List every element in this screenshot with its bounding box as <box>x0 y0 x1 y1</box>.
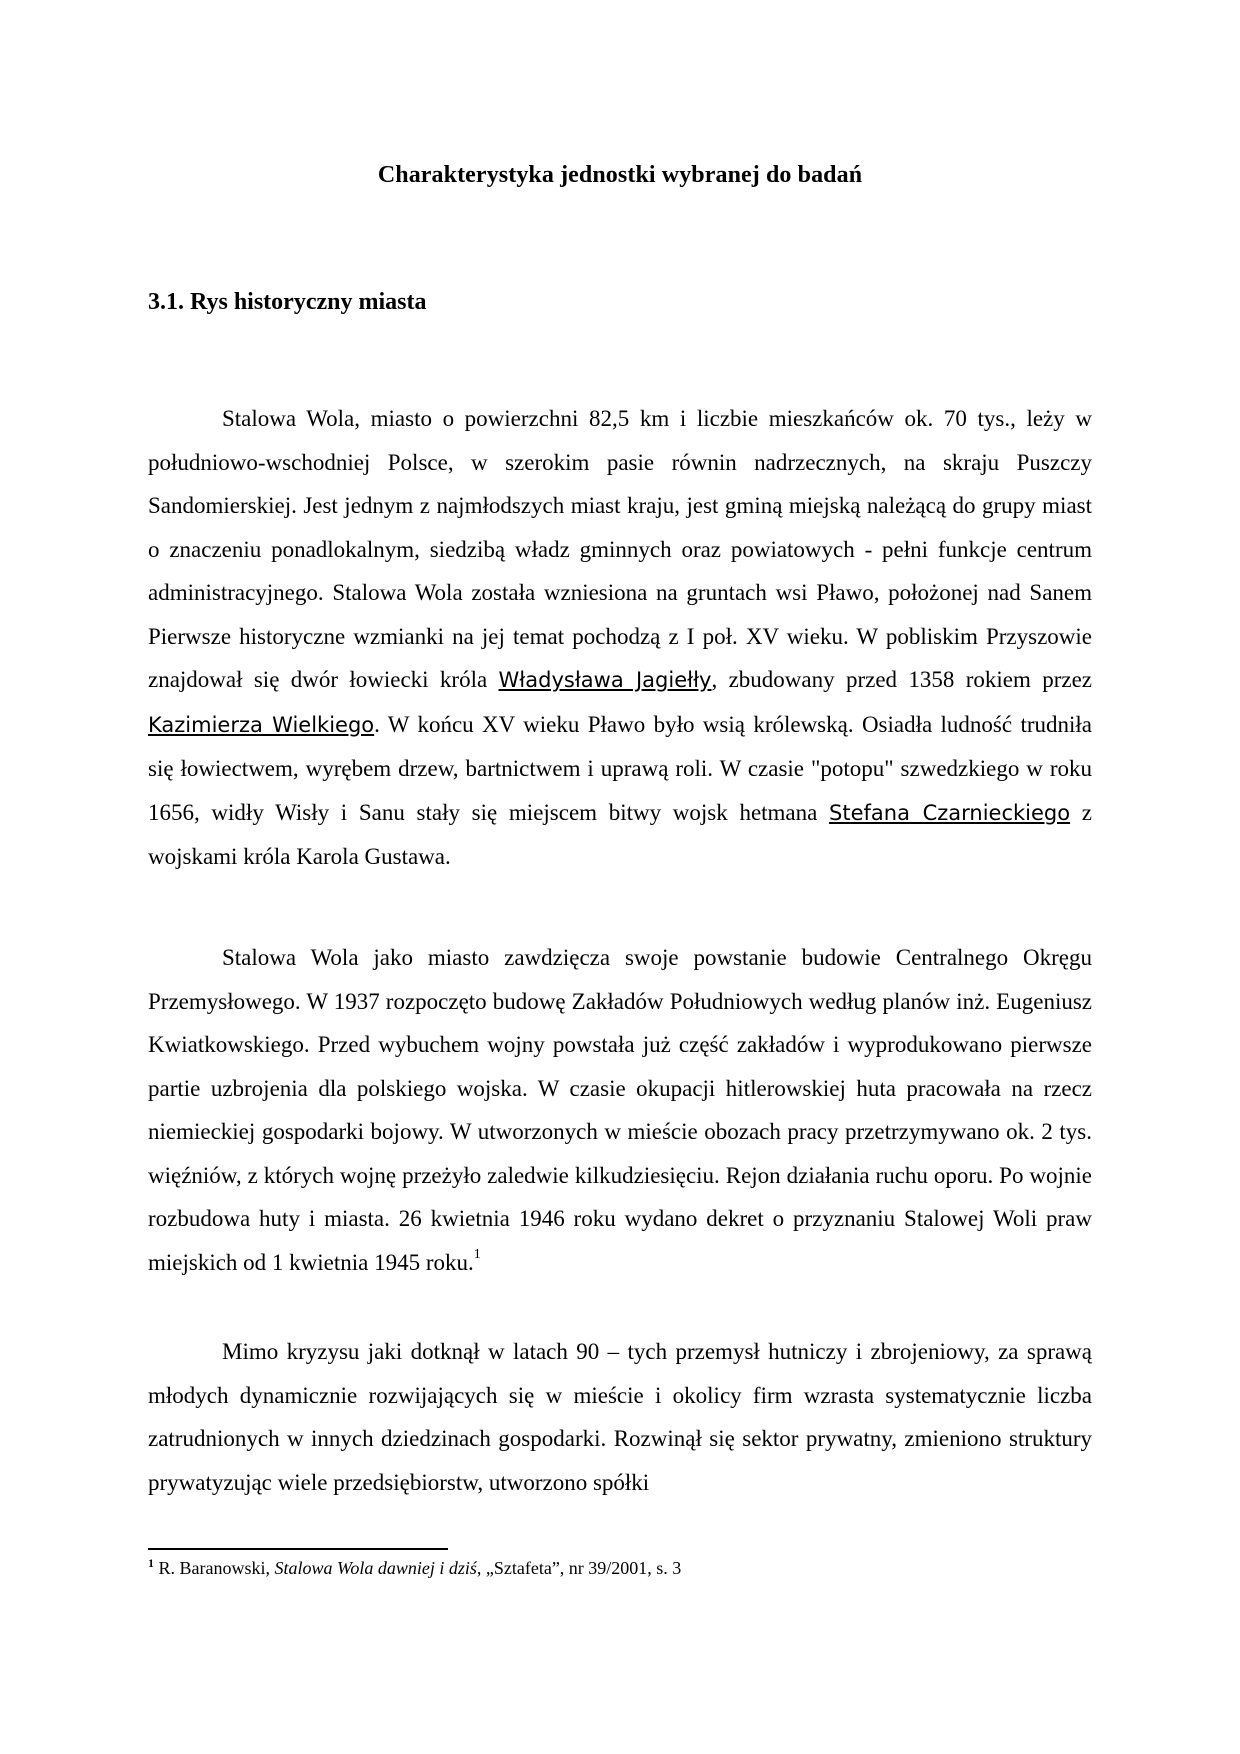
footnote-reference[interactable]: 1 <box>473 1246 481 1262</box>
document-title: Charakterystyka jednostki wybranej do badań <box>377 162 863 188</box>
footnote-number: 1 <box>148 1556 154 1570</box>
paragraph-3 <box>148 1330 1092 1504</box>
footnote-source-title: Stalowa Wola dawniej i dziś <box>274 1558 477 1578</box>
paragraph-text: Stalowa Wola jako miasto zawdzięcza swoje powstanie budowie Centralnego Okręgu Przemysłowego. W 1937 rozpoczęto budowę Zakładów Południowych według planów inż. Eugeniusz Kwiatkowskiego. Przed wybuchem wojny powstała już część zakładów i wyprodukowano pierwsze partie uzbrojenia dla polskiego wojska. W czasie okupacji hitlerowskiej huta pracowała na rzecz niemieckiej gospodarki bojowy. W utworzonych w mieście obozach pracy przetrzymywano ok. 2 tys. więźniów, z których wojnę przeżyło zaledwie kilkudziesięciu. Rejon działania ruchu oporu. Po wojnie rozbudowa huty i miasta. 26 kwietnia 1946 roku wydano dekret o przyznaniu Stalowej Woli praw miejskich od 1 kwietnia 1945 roku. <box>148 945 1092 1275</box>
link-kazimierza-wielkiego[interactable]: Kazimierza Wielkiego <box>148 712 375 737</box>
footnote-separator <box>148 1548 448 1550</box>
paragraph-text: z wojskami króla Karola Gustawa. <box>148 799 1092 869</box>
paragraph-text: Mimo kryzysu jaki dotknął w latach 90 – tych przemysł hutniczy i zbrojeniowy, za sprawą młodych dynamicznie rozwijających się w mieście i okolicy firm wzrasta systematycznie liczba zatrudnionych w innych dziedzinach gospodarki. Rozwinął się sektor prywatny, zmieniono struktury prywatyzując wiele przedsiębiorstw, utworzono spółki <box>148 1339 1092 1495</box>
paragraph-2 <box>148 936 1092 1284</box>
paragraph-text: Stalowa Wola, miasto o powierzchni 82,5 km i liczbie mieszkańców ok. 70 tys., leży w południowo-wschodniej Polsce, w szerokim pasie równin nadrzecznych, na skraju Puszczy Sandomierskiej. Jest jednym z najmłodszych miast kraju, jest gminą miejską należącą do grupy miast o znaczeniu ponadlokalnym, siedzibą władz gminnych oraz powiatowych - pełni funkcje centrum administracyjnego. Stalowa Wola została wzniesiona na gruntach wsi Pławo, położonej nad Sanem Pierwsze historyczne wzmianki na jej temat pochodzą z I poł. XV wieku. W pobliskim Przyszowie znajdował się dwór łowiecki króla <box>148 406 1092 692</box>
paragraph-text: , zbudowany przed 1358 rokiem przez <box>711 667 1092 692</box>
link-wladyslawa-jagielly[interactable]: Władysława Jagiełły <box>498 668 712 692</box>
link-stefana-czarnieckiego[interactable]: Stefana Czarnieckiego <box>829 800 1071 825</box>
paragraph-text: . W końcu XV wieku Pławo było wsią królewską. Osiadła ludność trudniła się łowiectwem, wyrębem drzew, bartnictwem i uprawą roli. W czasie "potopu" szwedzkiego w roku 1656, widły Wisły i Sanu stały się miejscem bitwy wojsk hetmana <box>148 711 1092 825</box>
footnote <box>148 1556 681 1580</box>
section-heading: 3.1. Rys historyczny miasta <box>148 289 427 315</box>
footnote-source-details: , „Sztafeta”, nr 39/2001, s. 3 <box>476 1558 682 1578</box>
paragraph-1 <box>148 397 1092 879</box>
footnote-author: R. Baranowski, <box>154 1558 275 1578</box>
